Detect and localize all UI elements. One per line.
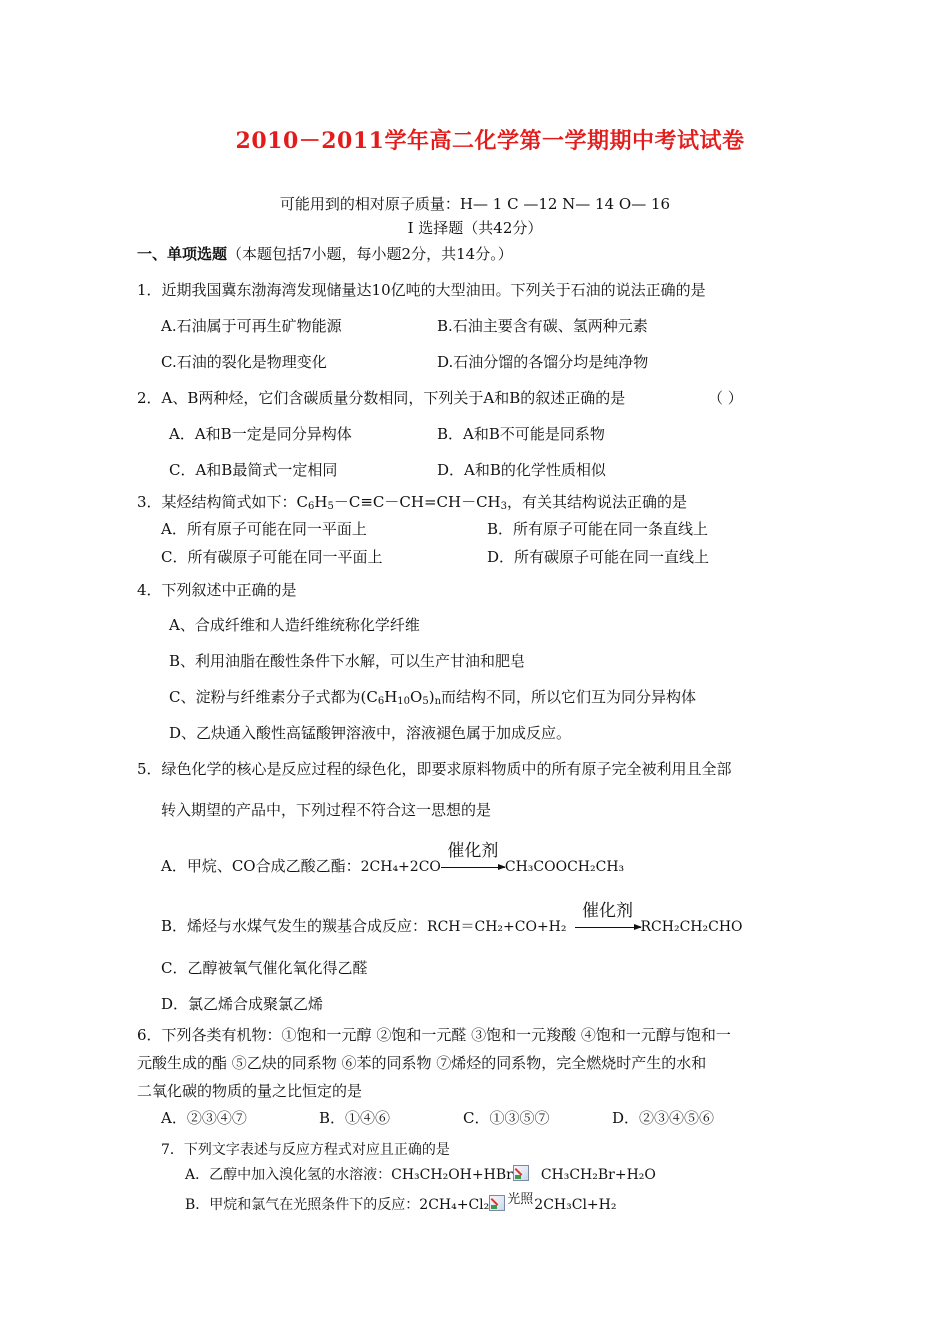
q6-stem-line-1: 6．下列各类有机物：①饱和一元醇 ②饱和一元醛 ③饱和一元羧酸 ④饱和一元醇与饱和一: [137, 1026, 731, 1044]
q2-option-d: D．A和B的化学性质相似: [437, 461, 606, 479]
q4-stem: 4．下列叙述中正确的是: [137, 581, 297, 599]
q5-a-catalyst-label: 催化剂: [447, 840, 499, 861]
q3-option-b: B．所有原子可能在同一条直线上: [487, 520, 709, 538]
q5-b-catalyst-label: 催化剂: [582, 900, 633, 921]
q5-b-text: B．烯烃与水煤气发生的羰基合成反应：: [161, 917, 428, 935]
q5-b-reaction-arrow: [575, 900, 641, 928]
q2-option-b: B．A和B不可能是同系物: [437, 425, 605, 443]
q5-option-a: [161, 840, 625, 877]
q3-option-c: C．所有碳原子可能在同一平面上: [161, 548, 383, 566]
part-one-heading: [137, 244, 513, 264]
q4-c-post: 而结构不同，所以它们互为同分异构体: [441, 688, 697, 706]
section-one-heading: Ⅰ 选择题（共42分）: [407, 219, 543, 237]
q2-option-a: A．A和B一定是同分异构体: [169, 425, 352, 443]
part-one-desc: （本题包括7小题，每小题2分，共14分。）: [227, 245, 513, 263]
q3-stem-pre: 3．某烃结构简式如下：C: [137, 493, 309, 511]
q5-a-text: A．甲烷、CO合成乙酸乙酯：: [161, 857, 361, 875]
q5-a-reactants: 2CH₄+2CO: [360, 859, 441, 875]
q3-stem: [137, 492, 687, 517]
q5-a-products: CH₃COOCH₂CH₃: [504, 859, 625, 875]
part-one-title: 一、单项选题: [137, 245, 228, 263]
q4-c-m1: H: [384, 688, 398, 706]
q5-stem-line-2: 转入期望的产品中，下列过程不符合这一思想的是: [161, 801, 492, 819]
q1-option-c: C.石油的裂化是物理变化: [161, 353, 327, 371]
arrow-right-icon: [575, 927, 641, 928]
q5-stem-line-1: 5．绿色化学的核心是反应过程的绿色化，即要求原料物质中的所有原子完全被利用且全部: [137, 760, 732, 778]
q3-sub-1: 6: [308, 501, 315, 512]
q1-option-d: D.石油分馏的各馏分均是纯净物: [437, 353, 649, 371]
q3-stem-post: ，有关其结构说法正确的是: [507, 493, 688, 511]
q3-option-a: A．所有原子可能在同一平面上: [161, 520, 367, 538]
q4-c-m2: O: [410, 688, 423, 706]
q4-option-b: B、利用油脂在酸性条件下水解，可以生产甘油和肥皂: [169, 652, 526, 670]
q3-option-d: D．所有碳原子可能在同一直线上: [487, 548, 710, 566]
q6-option-a: A．②③④⑦: [161, 1109, 247, 1127]
q4-option-d: D、乙炔通入酸性高锰酸钾溶液中，溶液褪色属于加成反应。: [169, 724, 572, 742]
q7-stem: 7．下列文字表述与反应方程式对应且正确的是: [161, 1142, 450, 1158]
exam-title: 2010－2011学年高二化学第一学期期中考试试卷: [235, 128, 745, 154]
q7-a-reactants: CH₃CH₂OH+HBr: [391, 1167, 513, 1183]
q7-option-b: [185, 1190, 616, 1215]
q7-option-a: [185, 1165, 656, 1185]
q1-stem: 1．近期我国冀东渤海湾发现储量达10亿吨的大型油田。下列关于石油的说法正确的是: [137, 281, 706, 299]
arrow-right-icon: [441, 867, 505, 868]
q7-b-light-label: 光照: [507, 1192, 534, 1207]
q4-c-sub-3: 5: [422, 696, 429, 707]
q3-stem-mid2: －C≡C－CH=CH－CH: [333, 493, 501, 511]
q2-answer-paren: （ ）: [708, 389, 743, 407]
q5-option-b: [161, 900, 743, 937]
q2-option-c: C．A和B最简式一定相同: [169, 461, 338, 479]
q6-option-c: C．①③⑤⑦: [463, 1109, 550, 1127]
q3-sub-3: 3: [500, 501, 508, 512]
q7-b-products: 2CH₃Cl+H₂: [534, 1197, 617, 1213]
q5-option-c: C．乙醇被氧气催化氧化得乙醛: [161, 959, 368, 977]
q6-stem-line-3: 二氧化碳的物质的量之比恒定的是: [137, 1082, 363, 1100]
q6-stem-line-2: 元酸生成的酯 ⑤乙炔的同系物 ⑥苯的同系物 ⑦烯烃的同系物，完全燃烧时产生的水和: [137, 1054, 707, 1072]
q7-b-reactants: 2CH₄+Cl₂: [419, 1197, 490, 1213]
q2-stem: 2．A、B两种烃，它们含碳质量分数相同，下列关于A和B的叙述正确的是: [137, 389, 626, 407]
q7-a-products: CH₃CH₂Br+H₂O: [540, 1167, 656, 1183]
q4-option-c: [169, 687, 696, 712]
q4-option-a: A、合成纤维和人造纤维统称化学纤维: [169, 616, 420, 634]
q4-c-sub-4: n: [434, 696, 442, 707]
q5-a-reaction-arrow: [441, 840, 505, 868]
q1-option-b: B.石油主要含有碳、氢两种元素: [437, 317, 648, 335]
q5-b-products: RCH₂CH₂CHO: [640, 919, 743, 935]
broken-image-icon: [489, 1195, 505, 1211]
q5-b-reactants: RCH＝CH₂+CO+H₂: [427, 919, 567, 935]
q6-option-d: D．②③④⑤⑥: [612, 1109, 715, 1127]
q6-option-b: B．①④⑥: [319, 1109, 391, 1127]
q3-sub-2: 5: [327, 501, 334, 512]
q4-c-sub-1: 6: [377, 696, 385, 707]
q4-c-sub-2: 10: [397, 696, 411, 707]
q4-c-m3: ): [428, 688, 435, 706]
atomic-masses-line: 可能用到的相对原子质量：H— 1 C —12 N— 14 O— 16: [279, 195, 671, 213]
broken-image-icon: [513, 1165, 529, 1181]
q3-stem-mid1: H: [314, 493, 328, 511]
q7-b-text: B．甲烷和氯气在光照条件下的反应：: [185, 1197, 420, 1213]
q4-c-pre: C、淀粉与纤维素分子式都为(C: [169, 688, 378, 706]
q7-a-text: A．乙醇中加入溴化氢的水溶液：: [185, 1167, 392, 1183]
q5-option-d: D．氯乙烯合成聚氯乙烯: [161, 995, 324, 1013]
q1-option-a: A.石油属于可再生矿物能源: [161, 317, 342, 335]
